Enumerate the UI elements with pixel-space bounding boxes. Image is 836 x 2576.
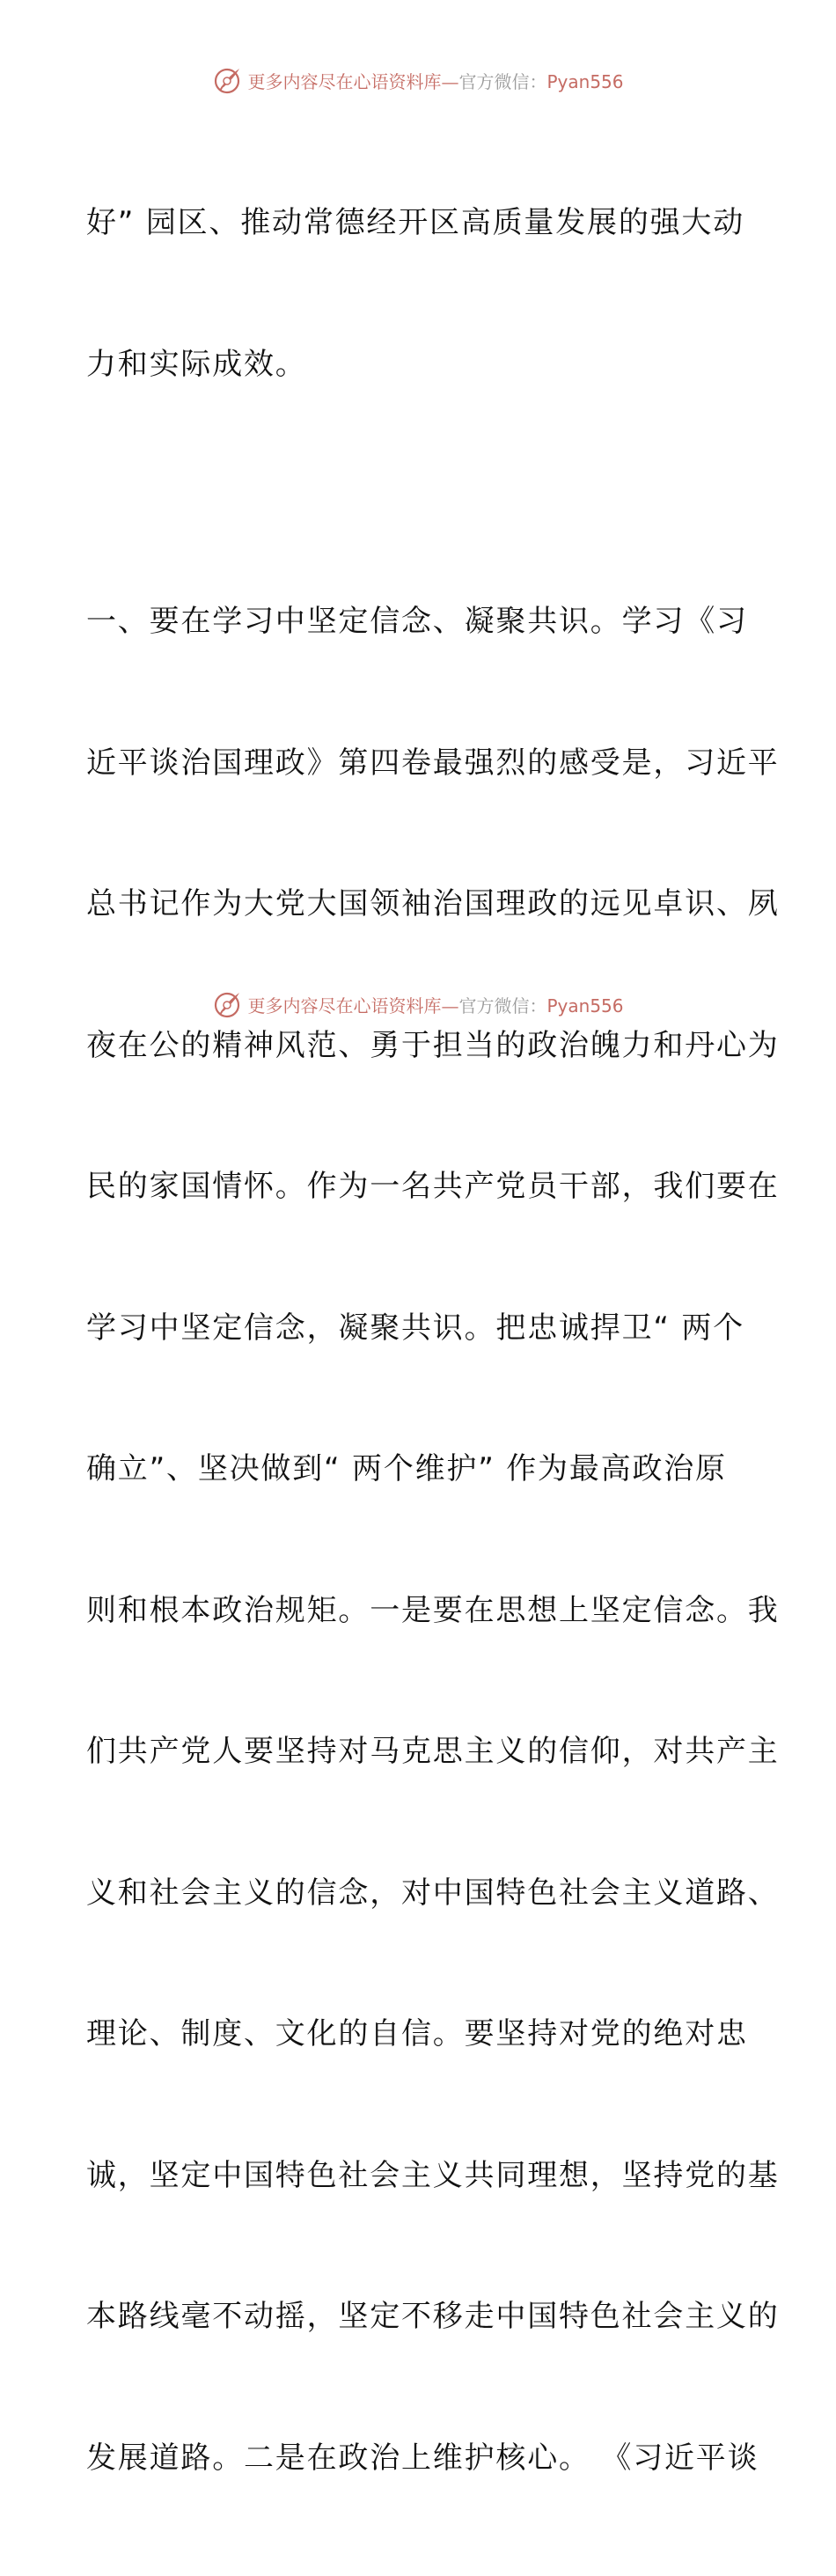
text-line: 确立”、坚决做到“ 两个维护” 作为最高政治原 [86, 1451, 727, 1486]
text-line: 近平谈治国理政》第四卷最强烈的感受是，习近平 [86, 745, 780, 781]
feather-pen-seal-icon [212, 988, 244, 1020]
watermark-wechat-label: 官方微信： [458, 70, 547, 92]
text-line: 一、要在学习中坚定信念、凝聚共识。学习《习 [86, 604, 748, 639]
paragraph-1 [86, 106, 755, 482]
text-line: 义和社会主义的信念，对中国特色社会主义道路、 [86, 1875, 780, 1911]
paragraph-2 [86, 504, 780, 2576]
text-line: 本路线毫不动摇，坚定不移走中国特色社会主义的 [86, 2299, 780, 2334]
watermark-wechat-id: Pyan556 [546, 994, 624, 1016]
watermark-text [247, 68, 623, 93]
watermark-text [247, 992, 623, 1017]
header-watermark [0, 62, 836, 98]
watermark-dash: — [441, 994, 459, 1016]
text-line: 民的家国情怀。作为一名共产党员干部，我们要在 [86, 1169, 780, 1204]
text-line: 则和根本政治规矩。一是要在思想上坚定信念。我 [86, 1592, 780, 1628]
feather-pen-seal-icon [212, 64, 244, 96]
watermark-dash: — [441, 70, 459, 92]
watermark-wechat-label: 官方微信： [458, 994, 547, 1016]
watermark-main-text: 更多内容尽在心语资料库 [247, 70, 442, 92]
document-body [86, 106, 780, 2576]
text-line: 学习中坚定信念，凝聚共识。把忠诚捍卫“ 两个 [86, 1310, 745, 1346]
text-line: 理论、制度、文化的自信。要坚持对党的绝对忠 [86, 2016, 748, 2051]
text-line: 力和实际成效。 [86, 346, 307, 382]
text-line: 诚，坚定中国特色社会主义共同理想，坚持党的基 [86, 2157, 780, 2193]
text-line: 发展道路。二是在政治上维护核心。 《习近平谈 [86, 2440, 759, 2476]
text-line: 们共产党人要坚持对马克思主义的信仰，对共产主 [86, 1734, 780, 1769]
text-line: 夜在公的精神风范、勇于担当的政治魄力和丹心为 [86, 1027, 780, 1063]
watermark-wechat-id: Pyan556 [546, 70, 624, 92]
footer-watermark [0, 987, 836, 1022]
text-line: 总书记作为大党大国领袖治国理政的远见卓识、夙 [86, 886, 780, 921]
text-line: 好” 园区、推动常德经开区高质量发展的强大动 [86, 205, 745, 240]
watermark-main-text: 更多内容尽在心语资料库 [247, 994, 442, 1016]
